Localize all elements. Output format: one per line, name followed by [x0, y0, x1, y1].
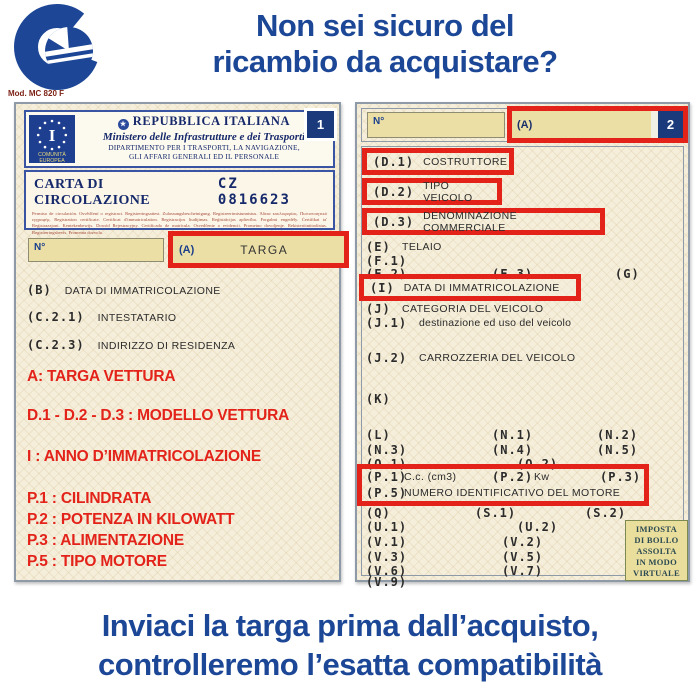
field-code: (D.2) [373, 184, 415, 199]
registration-card-page2 [355, 102, 690, 589]
field-code: (V.2) [502, 535, 544, 549]
motore-highlight-box [357, 464, 649, 506]
svg-text:EUROPEA: EUROPEA [39, 158, 65, 163]
field-code: (G) [615, 267, 640, 281]
field-code: (J) [366, 302, 391, 316]
targa-highlight-box [168, 231, 349, 268]
field-code: (V.3) [366, 550, 408, 564]
field-row-c23 [27, 338, 235, 352]
page-title [100, 8, 670, 80]
footer-line2: controlleremo l’esatta compatibilità [98, 646, 602, 682]
eu-flag-icon [29, 115, 75, 163]
country-name [78, 114, 330, 130]
imposta-line: IMPOSTA [635, 524, 678, 534]
denominazione-highlight-box [362, 208, 605, 235]
annotation-alimentazione: P.3 : ALIMENTAZIONE [27, 532, 184, 549]
doc1-n-field [28, 238, 164, 262]
page-number-badge-1: 1 [307, 111, 334, 138]
field-row-j2 [357, 351, 688, 365]
imposta-line: IN MODO [635, 557, 678, 568]
field-code: (C.2.3) [27, 338, 85, 352]
field-code: (V.1) [366, 535, 408, 549]
footer-message [0, 607, 700, 685]
field-label: COSTRUTTORE [423, 155, 508, 168]
field-code: (S.2) [585, 506, 627, 520]
field-code: (O.2) [517, 457, 559, 471]
field-code: (U.1) [366, 520, 408, 534]
field-code: (L) [366, 428, 391, 442]
field-code: (U.2) [517, 520, 559, 534]
imposta-line: DI BOLLO [634, 535, 679, 546]
field-row-j [357, 302, 688, 316]
field-row-k [357, 392, 688, 406]
field-code: (P.5) [366, 486, 408, 500]
doc1-header-text [78, 114, 330, 162]
document-serial: CZ 0816623 [217, 176, 291, 208]
department-line1: DIPARTIMENTO PER I TRASPORTI, LA NAVIGAZIONE, [108, 143, 300, 152]
costruttore-highlight-box [362, 148, 514, 175]
ministry-name: Ministero delle Infrastrutture e dei Trasporti [102, 131, 306, 143]
immatricolazione-highlight-box [359, 274, 581, 301]
department-line2: GLI AFFARI GENERALI ED IL PERSONALE [128, 152, 280, 162]
field-label: CARROZZERIA DEL VEICOLO [419, 352, 576, 364]
field-code: (D.3) [373, 214, 415, 229]
field-label: DATA DI IMMATRICOLAZIONE [64, 285, 221, 297]
field-code: (P.3) [600, 470, 642, 484]
field-code: (N.1) [492, 428, 534, 442]
registration-card-page1 [14, 102, 341, 582]
annotation-potenza: P.2 : POTENZA IN KILOWATT [27, 511, 235, 528]
imposta-stamp [625, 520, 688, 581]
field-gap [651, 111, 658, 138]
field-code: (J.1) [366, 316, 408, 330]
field-row-q-s1-s2 [357, 506, 688, 520]
eu-letter: I [48, 126, 56, 145]
field-row-l-n1-n2 [357, 428, 688, 442]
field-code: (K) [366, 392, 391, 406]
doc2-a-highlight-box [507, 106, 688, 143]
field-code: (V.9) [366, 575, 408, 589]
field-code: (N.4) [492, 443, 534, 457]
doc2-n-field [367, 112, 505, 138]
field-code: (P.2) [492, 470, 534, 484]
document-title: CARTA DI CIRCOLAZIONE [34, 177, 151, 208]
multilingual-fine-print: Permiso de circulación. Osvědčení o registraci. Registreringsattest. Zulassungsbescheinigung. Registreerimistunnistus. Άδεια κυκλοφορίας. Πιστοποιητικό εγγραφής. Registration certificate. Certificat d'immatriculation. Registracijos liudijimas. Reģistrācijas apliecība. Forgalmi engedély. Ċertifikat ta' Reġistrazzjoni. Kentekenbewijs. Dowód Rejestracyjny. Certificado de matrícula. Osvedčenie o evidencii. Prometno dovoljenje. Rekisteröintitodistus. Registreringsbevis. Prometna dozvola. [32, 211, 327, 235]
annotation-targa: A: TARGA VETTURA [27, 368, 176, 385]
annotation-modello: D.1 - D.2 - D.3 : MODELLO VETTURA [27, 407, 290, 424]
annotation-tipo-motore: P.5 : TIPO MOTORE [27, 553, 167, 570]
page-number-badge-2: 2 [658, 111, 683, 138]
targa-label: TARGA [240, 242, 289, 257]
field-code: (Q) [366, 506, 391, 520]
field-code: (V.5) [502, 550, 544, 564]
field-code: (I) [370, 280, 395, 295]
field-label: TELAIO [402, 241, 442, 253]
field-label: CATEGORIA DEL VEICOLO [402, 303, 544, 315]
field-code: (P.1) [366, 470, 408, 484]
form-model-label: Mod. MC 820 F [8, 89, 65, 98]
field-label: NUMERO IDENTIFICATIVO DEL MOTORE [404, 487, 621, 499]
field-label: destinazione ed uso del veicolo [419, 317, 572, 329]
field-label: INTESTATARIO [97, 312, 177, 324]
field-label: DATA DI IMMATRICOLAZIONE [403, 281, 560, 294]
annotation-cilindrata: P.1 : CILINDRATA [27, 490, 152, 507]
field-row-n3-n4-n5 [357, 443, 688, 457]
doc1-n-label: N° [34, 242, 46, 253]
field-code: (E) [366, 240, 391, 254]
field-code: (S.1) [475, 506, 517, 520]
field-row-p5 [362, 486, 644, 500]
field-code: (V.7) [502, 564, 544, 578]
carta-box [24, 170, 335, 235]
field-code: (D.1) [373, 154, 415, 169]
doc1-header-box [24, 110, 335, 168]
footer-line1: Inviaci la targa prima dall’acquisto, [101, 608, 599, 643]
tipo-veicolo-highlight-box [362, 178, 502, 205]
page-title-line2: ricambio da acquistare? [212, 43, 558, 79]
field-code: (V.6) [366, 564, 408, 578]
field-code: (B) [27, 283, 52, 297]
field-code: (O.1) [366, 457, 408, 471]
state-emblem-icon: ★ [118, 119, 129, 130]
field-row-b [27, 283, 221, 297]
field-row-j1 [357, 316, 688, 330]
field-label: DENOMINAZIONE COMMERCIALE [423, 209, 517, 234]
page-title-line1: Non sei sicuro del [255, 8, 514, 43]
doc2-n-label: N° [373, 116, 385, 127]
field-code: (F.1) [366, 254, 408, 268]
field-label: Kw [534, 471, 550, 483]
field-row-e [357, 240, 688, 254]
country-name-text: REPUBBLICA ITALIANA [132, 114, 291, 128]
field-label: INDIRIZZO DI RESIDENZA [97, 340, 236, 352]
field-row-c21 [27, 310, 176, 324]
imposta-line: ASSOLTA [636, 546, 677, 557]
field-code: (C.2.1) [27, 310, 85, 324]
imposta-line: VIRTUALE [633, 568, 680, 579]
svg-text:COMUNITÀ: COMUNITÀ [38, 152, 66, 158]
field-label: C.c. (cm3) [404, 471, 457, 483]
doc2-a-code: (A) [517, 118, 533, 131]
company-logo-icon [10, 2, 110, 94]
field-code: (N.3) [366, 443, 408, 457]
field-code: (J.2) [366, 351, 408, 365]
field-row-p1-p2-p3 [362, 470, 644, 484]
field-code: (N.2) [597, 428, 639, 442]
doc1-a-code: (A) [179, 243, 195, 256]
annotation-anno: I : ANNO D’IMMATRICOLAZIONE [27, 448, 261, 465]
field-code: (N.5) [597, 443, 639, 457]
field-label: TIPO VEICOLO [423, 179, 473, 204]
field-row-f1 [357, 254, 688, 268]
